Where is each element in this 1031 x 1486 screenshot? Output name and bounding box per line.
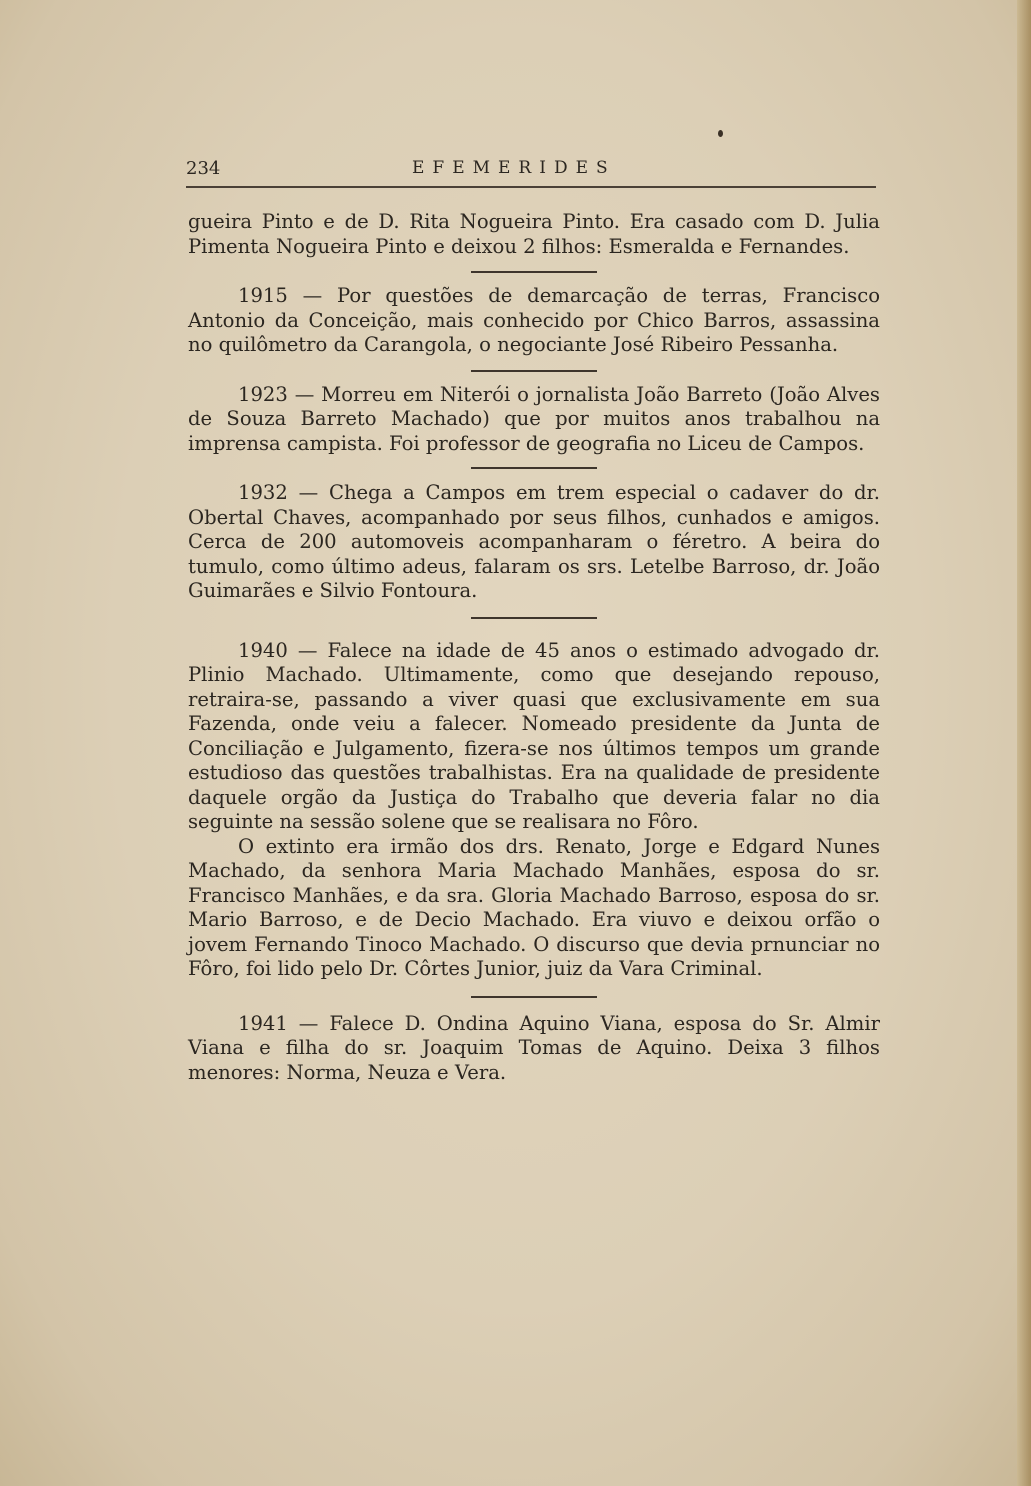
running-title: EFEMERIDES [412,158,616,178]
entry-paragraph-continued: gueira Pinto e de D. Rita Nogueira Pinto. Era casado com D. Julia Pimenta Nogueira Pinto e deixou 2 filhos: Esmeralda e Fernandes. [188,210,880,258]
header-rule [186,186,876,188]
entry-1940: 1940 — Falece na idade de 45 anos o estimado advogado dr. Plinio Machado. Ultimamente, como que desejando repouso, retraira-se, passando a viver quasi que exclusivamente em sua Fazenda, onde veiu a falecer. Nomeado presidente da Junta de Conciliação e Julgamento, fizera-se nos últimos tempos um grande estudioso das questões trabalhistas. Era na qualidade de presidente daquele orgão da Justiça do Trabalho que deveria falar no dia seguinte na sessão solene que se realisara no Fôro. [188,638,880,833]
entry-separator [471,617,597,619]
entry-separator [471,996,597,998]
entry-1941: 1941 — Falece D. Ondina Aquino Viana, esposa do Sr. Almir Viana e filha do sr. Joaquim Tomas de Aquino. Deixa 3 filhos menores: Norma, Neuza e Vera. [188,1011,880,1084]
entry-1915: 1915 — Por questões de demarcação de terras, Francisco Antonio da Conceição, mais conhecido por Chico Barros, assassina no quilômetro da Carangola, o negociante José Ribeiro Pessanha. [188,284,880,356]
entry-separator [471,370,597,372]
ink-spot [718,130,723,137]
page-header [186,158,876,186]
entry-1923: 1923 — Morreu em Niterói o jornalista João Barreto (João Alves de Souza Barreto Machado) que por muitos anos trabalhou na imprensa campista. Foi professor de geografia no Liceu de Campos. [188,382,880,455]
entry-1940-continuation: O extinto era irmão dos drs. Renato, Jorge e Edgard Nunes Machado, da senhora Maria Machado Manhães, esposa do sr. Francisco Manhães, e da sra. Gloria Machado Barroso, esposa do sr. Mario Barroso, e de Decio Machado. Era viuvo e deixou orfão o jovem Fernando Tinoco Machado. O discurso que devia prnunciar no Fôro, foi lido pelo Dr. Côrtes Junior, juiz da Vara Criminal. [188,834,880,980]
entry-separator [471,467,597,469]
page-edge [1017,0,1031,1486]
page-number: 234 [186,158,221,179]
entry-separator [471,271,597,273]
entry-1932: 1932 — Chega a Campos em trem especial o cadaver do dr. Obertal Chaves, acompanhado por seus filhos, cunhados e amigos. Cerca de 200 automoveis acompanharam o féretro. A beira do tumulo, como último adeus, falaram os srs. Letelbe Barroso, dr. João Guimarães e Silvio Fontoura. [188,481,880,602]
page-body [188,210,880,1085]
